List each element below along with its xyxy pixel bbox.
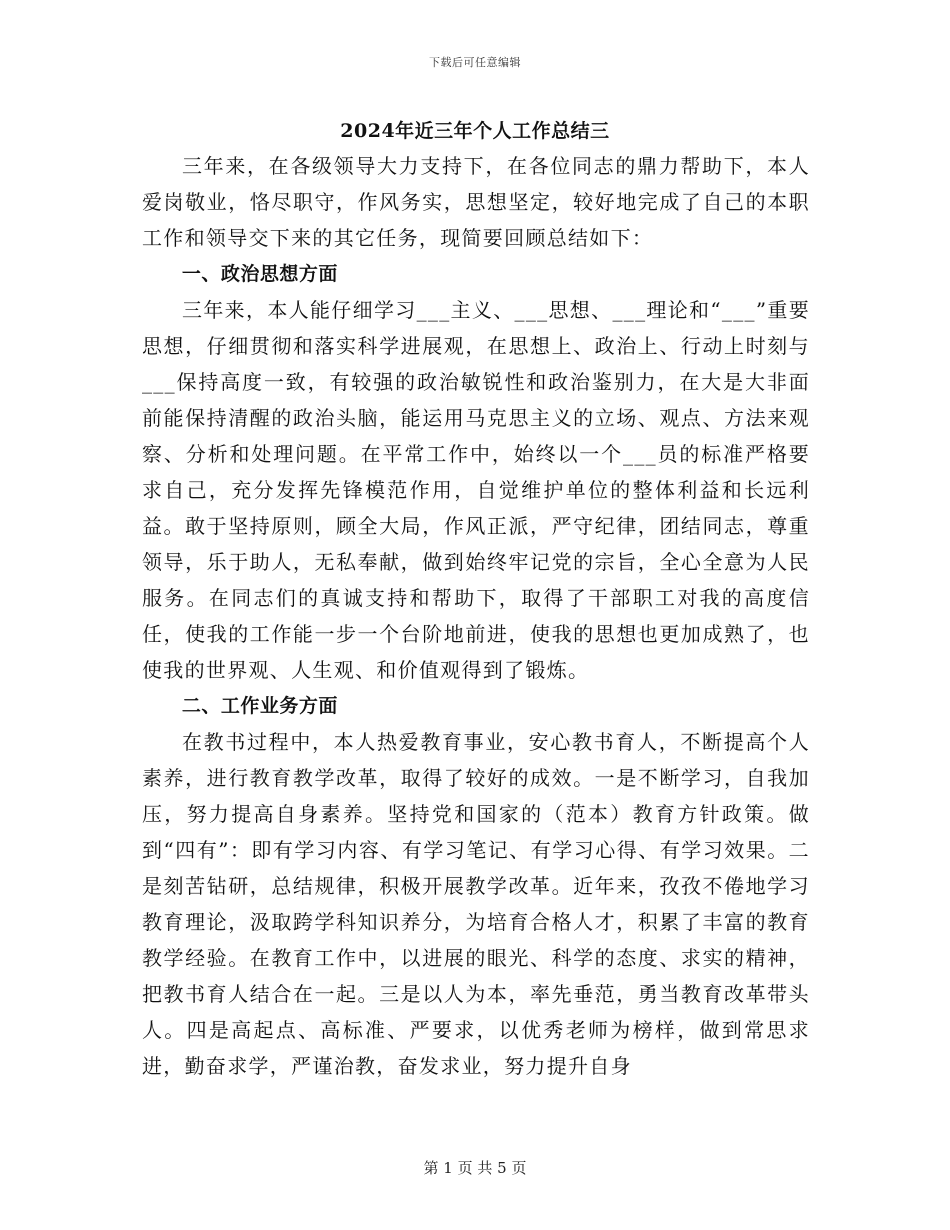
page-header-note: 下载后可任意编辑 [429, 56, 521, 69]
section-paragraph-political: 三年来，本人能仔细学习___主义、___思想、___理论和“___”重要思想，仔细贯彻和落实科学进展观，在思想上、政治上、行动上时刻与___保持高度一致，有较强的政治敏锐性和政治鉴别力，在大是大非面前能保持清醒的政治头脑，能运用马克思主义的立场、观点、方法来观察、分析和处理问题。在平常工作中，始终以一个___员的标准严格要求自己，充分发挥先锋模范作用，自觉维护单位的整体利益和长远利益。敢于坚持原则，顾全大局，作风正派，严守纪律，团结同志，尊重领导，乐于助人，无私奉献，做到始终牢记党的宗旨，全心全意为人民服务。在同志们的真诚支持和帮助下，取得了干部职工对我的高度信任，使我的工作能一步一个台阶地前进，使我的思想也更加成熟了，也使我的世界观、人生观、和价值观得到了锻炼。 [142, 298, 810, 682]
section-paragraph-work: 在教书过程中，本人热爱教育事业，安心教书育人，不断提高个人素养，进行教育教学改革，取得了较好的成效。一是不断学习，自我加压，努力提高自身素养。坚持党和国家的（范本）教育方针政策。做到“四有”：即有学习内容、有学习笔记、有学习心得、有学习效果。二是刻苦钻研，总结规律，积极开展教学改革。近年来，孜孜不倦地学习教育理论，汲取跨学科知识养分，为培育合格人才，积累了丰富的教育教学经验。在教育工作中，以进展的眼光、科学的态度、求实的精神，把教书育人结合在一起。三是以人为本，率先垂范，勇当教育改革带头人。四是高起点、高标准、严要求，以优秀老师为榜样，做到常思求进，勤奋求学，严谨治教，奋发求业，努力提升自身 [142, 730, 810, 1078]
intro-paragraph: 三年来，在各级领导大力支持下，在各位同志的鼎力帮助下，本人爱岗敬业，恪尽职守，作风务实，思想坚定，较好地完成了自己的本职工作和领导交下来的其它任务，现简要回顾总结如下： [142, 154, 810, 250]
section-heading-work: 二、工作业务方面 [181, 695, 338, 717]
section-heading-political: 一、政治思想方面 [181, 263, 338, 285]
document-body [142, 148, 810, 1084]
document-title: 2024年近三年个人工作总结三 [340, 120, 610, 142]
page-number-footer: 第 1 页 共 5 页 [423, 1159, 527, 1177]
